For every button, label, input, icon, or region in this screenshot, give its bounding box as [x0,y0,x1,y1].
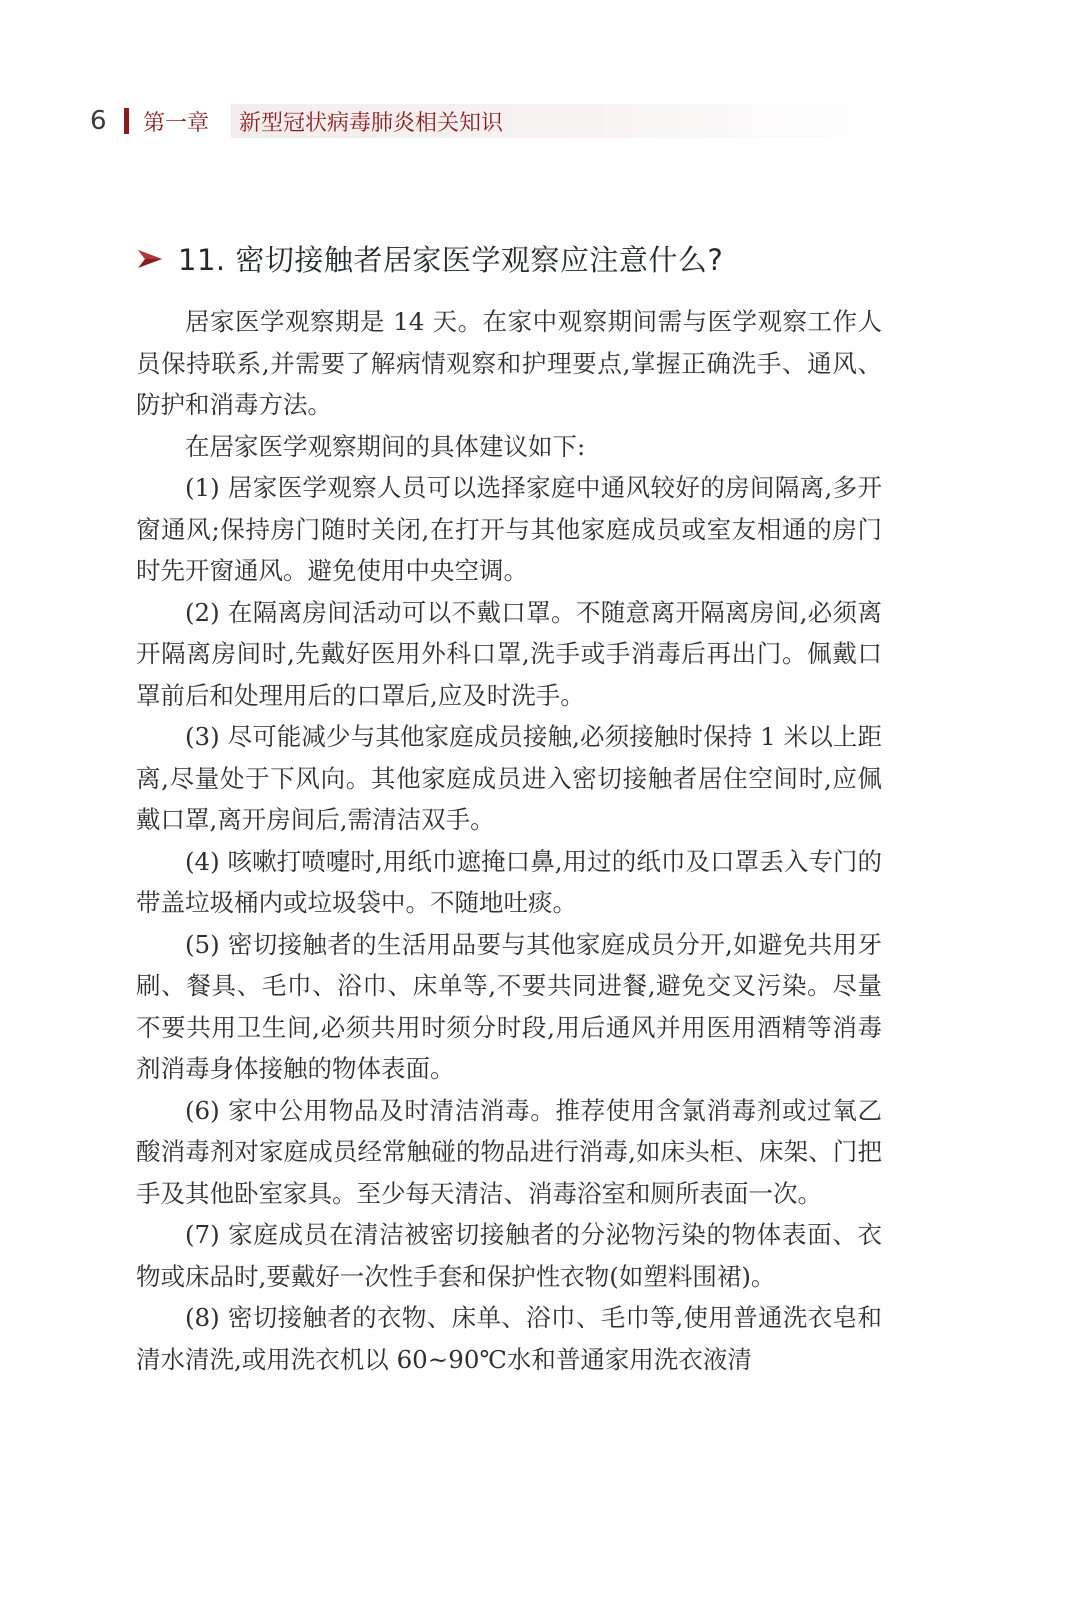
paragraph: (5) 密切接触者的生活用品要与其他家庭成员分开,如避免共用牙刷、餐具、毛巾、浴巾、床单等,不要共同进餐,避免交叉污染。尽量不要共用卫生间,必须共用时须分时段,用后通风并用医用酒精等消毒剂消毒身体接触的物体表面。 [136,929,882,1083]
section-title: 11. 密切接触者居家医学观察应注意什么? [178,243,724,277]
section-heading [136,238,723,279]
paragraph: (7) 家庭成员在清洁被密切接触者的分泌物污染的物体表面、衣物或床品时,要戴好一次性手套和保护性衣物(如塑料围裙)。 [136,1220,882,1291]
page-number: 6 [90,106,107,136]
triangle-arrow-right-icon [136,248,164,270]
paragraph: (6) 家中公用物品及时清洁消毒。推荐使用含氯消毒剂或过氧乙酸消毒剂对家庭成员经常触碰的物品进行消毒,如床头柜、床架、门把手及其他卧室家具。至少每天清洁、消毒浴室和厕所表面一次。 [136,1095,882,1208]
body-text [136,301,882,1380]
chapter-label: 第一章 [143,110,210,136]
running-header [90,104,889,138]
paragraph: 在居家医学观察期间的具体建议如下: [185,431,586,461]
paragraph: (3) 尽可能减少与其他家庭成员接触,必须接触时保持 1 米以上距离,尽量处于下风向。其他家庭成员进入密切接触者居住空间时,应佩戴口罩,离开房间后,需清洁双手。 [136,722,882,834]
paragraph: 居家医学观察期是 14 天。在家中观察期间需与医学观察工作人员保持联系,并需要了解病情观察和护理要点,掌握正确洗手、通风、防护和消毒方法。 [136,307,882,419]
header-divider [124,108,129,134]
paragraph: (2) 在隔离房间活动可以不戴口罩。不随意离开隔离房间,必须离开隔离房间时,先戴好医用外科口罩,洗手或手消毒后再出门。佩戴口罩前后和处理用后的口罩后,应及时洗手。 [136,597,882,710]
chapter-title: 新型冠状病毒肺炎相关知识 [239,110,504,136]
chapter-title-band [231,104,889,138]
paragraph: (8) 密切接触者的衣物、床单、浴巾、毛巾等,使用普通洗衣皂和清水清洗,或用洗衣机以 60~90℃水和普通家用洗衣液清 [136,1303,882,1374]
paragraph: (4) 咳嗽打喷嚏时,用纸巾遮掩口鼻,用过的纸巾及口罩丢入专门的带盖垃圾桶内或垃圾袋中。不随地吐痰。 [136,846,882,917]
paragraph: (1) 居家医学观察人员可以选择家庭中通风较好的房间隔离,多开窗通风;保持房门随时关闭,在打开与其他家庭成员或室友相通的房门时先开窗通风。避免使用中央空调。 [136,473,882,585]
